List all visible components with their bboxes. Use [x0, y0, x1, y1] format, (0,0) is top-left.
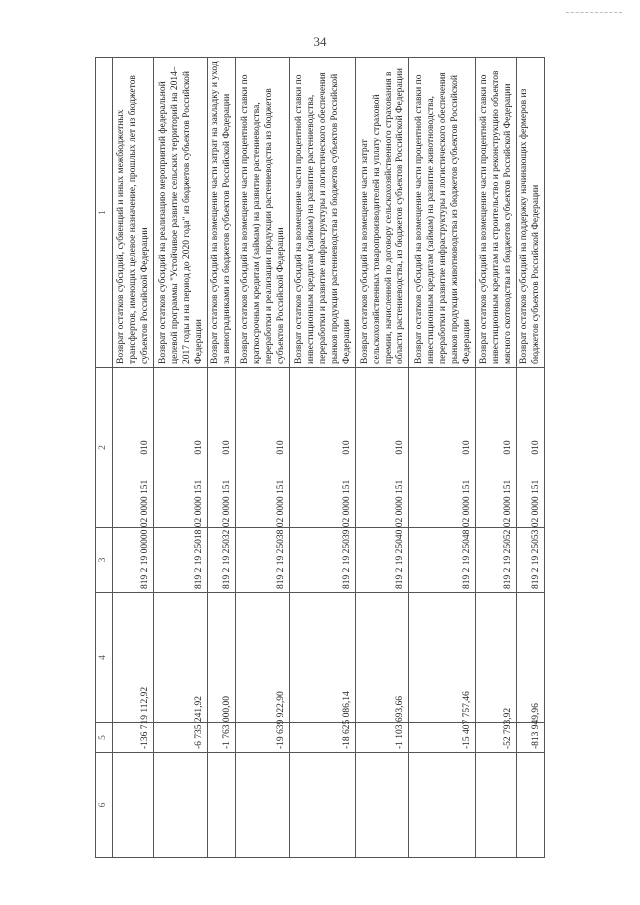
cell-col6	[207, 753, 235, 858]
table-row	[113, 58, 154, 858]
cell-amount: -52 793,92	[475, 723, 516, 753]
cell-amount: -6 735 241,92	[153, 723, 207, 753]
table-row	[409, 58, 475, 858]
header-col-6: 6	[96, 753, 113, 858]
table-row	[235, 58, 289, 858]
budget-table	[95, 57, 545, 858]
cell-budget-code: 819 2 19 25048 02 0000 151	[409, 528, 475, 593]
cell-budget-code: 819 2 19 25018 02 0000 151	[153, 528, 207, 593]
cell-budget-code: 819 2 19 25052 02 0000 151	[475, 528, 516, 593]
cell-budget-code: 819 2 19 25053 02 0000 151	[516, 528, 544, 593]
table-header-row	[96, 58, 113, 858]
cell-budget-code: 819 2 19 25040 02 0000 151	[355, 528, 409, 593]
table-row	[355, 58, 409, 858]
table-row	[207, 58, 235, 858]
cell-budget-code: 819 2 19 00000 02 0000 151	[113, 528, 154, 593]
cell-description: Возврат остатков субсидий на возмещение части процентной ставки по краткосрочным кредитам (займам) на развитие растениеводства, переработки и реализации продукции растениеводства из бюджетов субъектов Российской Федерации	[235, 58, 289, 368]
cell-description: Возврат остатков субсидий на поддержку начинающих фермеров из бюджетов субъектов Российской Федерации	[516, 58, 544, 368]
cell-admin-code: 010	[153, 368, 207, 528]
cell-admin-code: 010	[289, 368, 355, 528]
cell-col6	[113, 753, 154, 858]
corner-mark	[566, 12, 622, 13]
cell-col6	[475, 753, 516, 858]
cell-amount: -15 407 757,46	[409, 723, 475, 753]
cell-amount: -813 949,96	[516, 723, 544, 753]
cell-admin-code: 010	[475, 368, 516, 528]
table-row	[516, 58, 544, 858]
cell-col6	[355, 753, 409, 858]
cell-budget-code: 819 2 19 25032 02 0000 151	[207, 528, 235, 593]
cell-col6	[153, 753, 207, 858]
cell-admin-code: 010	[235, 368, 289, 528]
cell-description: Возврат остатков субсидий на возмещение части затрат сельскохозяйственных товаропроизводителей на уплату страховой премии, начисленной по договору сельскохозяйственного страхования в области растениеводства, из бюджетов субъектов Российской Федерации	[355, 58, 409, 368]
cell-col6	[289, 753, 355, 858]
cell-description: Возврат остатков субсидий на возмещение части процентной ставки по инвестиционным кредитам (займам) на развитие животноводства, переработки и развитие инфраструктуры и логистического обеспечения рынков продукции животноводства из бюджетов субъектов Российской Федерации	[409, 58, 475, 368]
cell-description: Возврат остатков субсидий на реализацию мероприятий федеральной целевой программы "Устойчивое развитие сельских территорий на 2014–2017 годы и на период до 2020 года" из бюджетов субъектов Российской Федерации	[153, 58, 207, 368]
table-row	[289, 58, 355, 858]
cell-admin-code: 010	[207, 368, 235, 528]
cell-col6	[516, 753, 544, 858]
cell-col6	[409, 753, 475, 858]
header-col-1: 1	[96, 58, 113, 368]
cell-admin-code: 010	[516, 368, 544, 528]
cell-col6	[235, 753, 289, 858]
header-col-3: 3	[96, 528, 113, 593]
header-col-2: 2	[96, 368, 113, 528]
rotated-table-container	[95, 58, 545, 858]
cell-description: Возврат остатков субсидий на возмещение части затрат на закладку и уход за виноградниками из бюджетов субъектов Российской Федерации	[207, 58, 235, 368]
cell-description: Возврат остатков субсидий на возмещение части процентной ставки по инвестиционным кредитам на строительство и реконструкцию объектов мясного скотоводства из бюджетов субъектов Российской Федерации	[475, 58, 516, 368]
cell-description: Возврат остатков субсидий, субвенций и иных межбюджетных трансфертов, имеющих целевое назначение, прошлых лет из бюджетов субъектов Российской Федерации	[113, 58, 154, 368]
cell-description: Возврат остатков субсидий на возмещение части процентной ставки по инвестиционным кредитам (займам) на развитие растениеводства, переработки и развитие инфраструктуры и логистического обеспечения рынков продукции растениеводства из бюджетов субъектов Российской Федерации	[289, 58, 355, 368]
cell-amount: -18 625 086,14	[289, 723, 355, 753]
cell-admin-code: 010	[113, 368, 154, 528]
header-col-4: 4	[96, 593, 113, 723]
table-row	[153, 58, 207, 858]
cell-budget-code: 819 2 19 25038 02 0000 151	[235, 528, 289, 593]
cell-amount: -1 103 693,66	[355, 723, 409, 753]
cell-amount: -1 763 000,00	[207, 723, 235, 753]
cell-col4	[475, 593, 516, 723]
cell-amount: -19 639 922,90	[235, 723, 289, 753]
table-row	[475, 58, 516, 858]
cell-admin-code: 010	[355, 368, 409, 528]
header-col-5: 5	[96, 723, 113, 753]
cell-budget-code: 819 2 19 25039 02 0000 151	[289, 528, 355, 593]
cell-admin-code: 010	[409, 368, 475, 528]
page-number: 34	[313, 34, 327, 49]
cell-amount: -136 719 112,92	[113, 723, 154, 753]
